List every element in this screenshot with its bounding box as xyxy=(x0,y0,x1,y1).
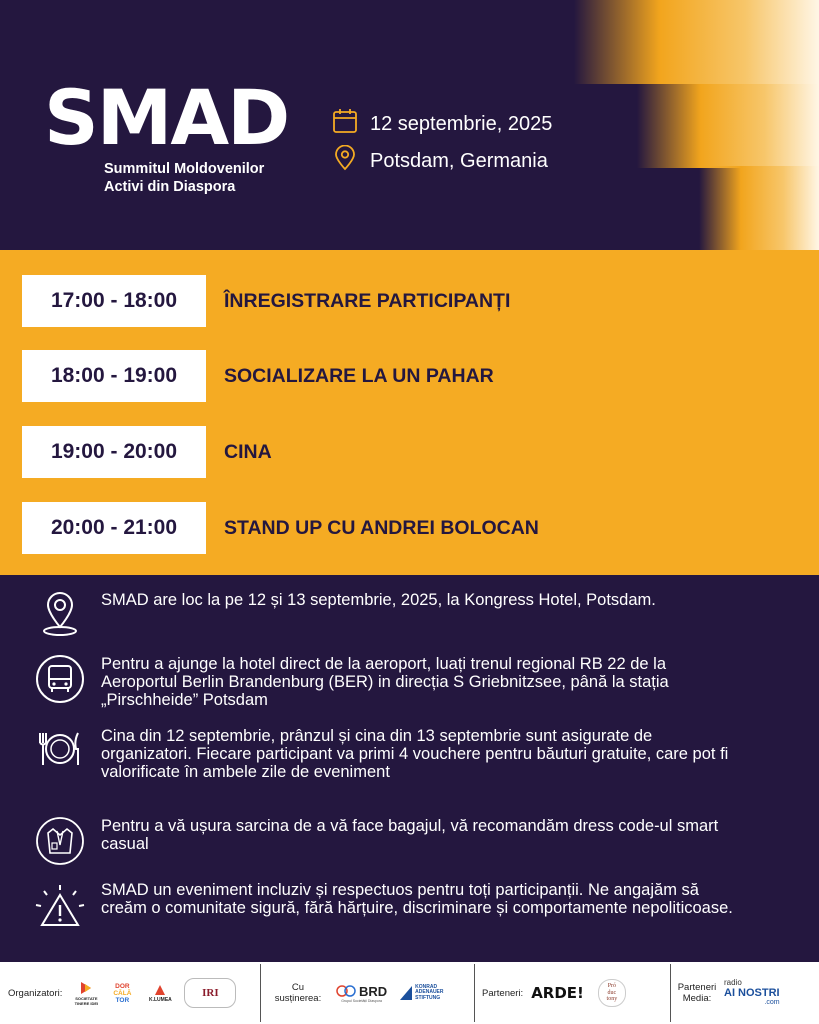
organizers-label: Organizatori: xyxy=(8,987,63,999)
sponsor-logo-text: ADENAUER xyxy=(415,989,444,996)
kas-mark-icon xyxy=(399,985,413,1001)
organizer-logo xyxy=(108,983,136,1004)
info-text: Pentru a vă ușura sarcina de a vă face bagajul, vă recomandăm dress code-ul smart casual xyxy=(101,817,719,853)
slot-time: 17:00 - 18:00 xyxy=(22,275,206,327)
organizers-section xyxy=(8,962,258,1024)
media-logo-text: .com xyxy=(764,999,780,1006)
organizer-logo-text: TOR xyxy=(115,996,130,1004)
partner-logo-text: tony xyxy=(606,996,618,1003)
logo-subtitle xyxy=(104,160,264,196)
dress-code-icon xyxy=(34,815,86,867)
info-section xyxy=(0,575,819,962)
media-partners-label xyxy=(676,982,718,1004)
event-date-text: 12 septembrie, 2025 xyxy=(370,112,553,135)
divider xyxy=(474,964,475,1022)
organizer-logo-text: CĂLĂ xyxy=(113,989,132,997)
decorative-bar xyxy=(699,166,819,250)
support-label-line: Cu xyxy=(291,982,305,993)
slot-time: 20:00 - 21:00 xyxy=(22,502,206,554)
event-date xyxy=(332,108,552,140)
divider xyxy=(670,964,671,1022)
info-text: SMAD are loc la pe 12 și 13 septembrie, 2025, la Kongress Hotel, Potsdam. xyxy=(101,591,656,609)
logo: SMAD xyxy=(44,73,289,162)
organizer-logo-text: DOR xyxy=(115,982,130,990)
sponsor-logo-text: BRD xyxy=(359,983,388,999)
partner-logo-productony xyxy=(598,979,626,1007)
sponsor-logo-kas xyxy=(399,985,443,1002)
header xyxy=(0,0,819,250)
support-label-line: susținerea: xyxy=(274,993,322,1004)
decorative-bar xyxy=(637,84,819,168)
logo-subtitle-line: Activi din Diaspora xyxy=(104,179,236,195)
event-location xyxy=(332,145,548,177)
partner-logo-text: duc xyxy=(607,989,617,996)
schedule-slot xyxy=(22,426,272,478)
divider xyxy=(260,964,261,1022)
schedule-slot xyxy=(22,275,511,327)
media-partners-section xyxy=(676,962,816,1024)
partners-label: Parteneri: xyxy=(482,987,524,999)
partner-logo-text: Pró xyxy=(607,983,617,990)
location-pin-icon xyxy=(34,587,86,639)
organizer-logo xyxy=(74,980,98,1006)
schedule-slot xyxy=(22,502,539,554)
slot-title: STAND UP CU ANDREI BOLOCAN xyxy=(224,516,539,539)
info-text: Pentru a ajunge la hotel direct de la aeroport, luați trenul regional RB 22 de la Aeroportul Berlin Brandenburg (BER) in direcția S Griebnitzsee, până la stația „Pirschheide” Potsdam xyxy=(101,655,669,709)
sponsor-logo-text: KONRAD xyxy=(415,983,438,990)
slot-time: 19:00 - 20:00 xyxy=(22,426,206,478)
slot-title: CINA xyxy=(224,440,272,463)
location-icon xyxy=(332,145,358,177)
info-text: Cina din 12 septembrie, prânzul și cina din 13 septembrie sunt asigurate de organizatori. Fiecare participant va primi 4 vouchere pentru băuturi gratuite, care pot fi valorificate în ambele zile de eveniment xyxy=(101,727,729,781)
media-logo-text: AI NOSTRI xyxy=(724,987,780,999)
sponsor-logo-subtext: Grupul Societății Diaspora xyxy=(341,998,382,1003)
media-logo-text: radio xyxy=(724,978,742,987)
sponsor-logo-text: STIFTUNG xyxy=(415,994,441,1001)
slot-time: 18:00 - 19:00 xyxy=(22,350,206,402)
organizer-mark-icon xyxy=(79,980,93,996)
bus-icon xyxy=(34,653,86,705)
media-logo-radio-ai-nostri xyxy=(724,978,780,1008)
decorative-bar xyxy=(574,0,819,84)
organizer-logo-text: SOCIETATE TINERE IDEI xyxy=(74,996,99,1006)
media-label-line: Parteneri xyxy=(677,982,717,993)
info-text: SMAD un eveniment incluziv și respectuos pentru toți participanții. Ne angajăm să creăm o comunitate sigură, fără hărțuire, discriminare și comportamente nepoliticoase. xyxy=(101,881,733,917)
partner-logo-arde: ARDE! xyxy=(531,984,584,1002)
slot-title: SOCIALIZARE LA UN PAHAR xyxy=(224,364,494,387)
organizer-logo-text: IRI xyxy=(202,987,219,999)
partners-section xyxy=(482,962,672,1024)
support-label xyxy=(270,982,326,1004)
organizer-logo xyxy=(184,978,236,1008)
slot-title: ÎNREGISTRARE PARTICIPANȚI xyxy=(224,289,511,312)
dining-icon xyxy=(34,723,86,775)
support-section xyxy=(270,962,470,1024)
logo-subtitle-line: Summitul Moldovenilor xyxy=(104,161,265,177)
schedule-slot xyxy=(22,350,494,402)
organizer-mark-icon xyxy=(153,983,167,997)
schedule xyxy=(0,250,819,575)
calendar-icon xyxy=(332,108,358,140)
event-location-text: Potsdam, Germania xyxy=(370,149,548,172)
brd-mark-icon xyxy=(336,985,356,997)
organizer-logo xyxy=(146,983,174,1003)
warning-icon xyxy=(34,883,86,935)
media-label-line: Media: xyxy=(682,993,712,1004)
footer xyxy=(0,962,819,1024)
organizer-logo-text: K.LUMEA xyxy=(149,997,172,1003)
sponsor-logo-brd xyxy=(336,984,387,1003)
